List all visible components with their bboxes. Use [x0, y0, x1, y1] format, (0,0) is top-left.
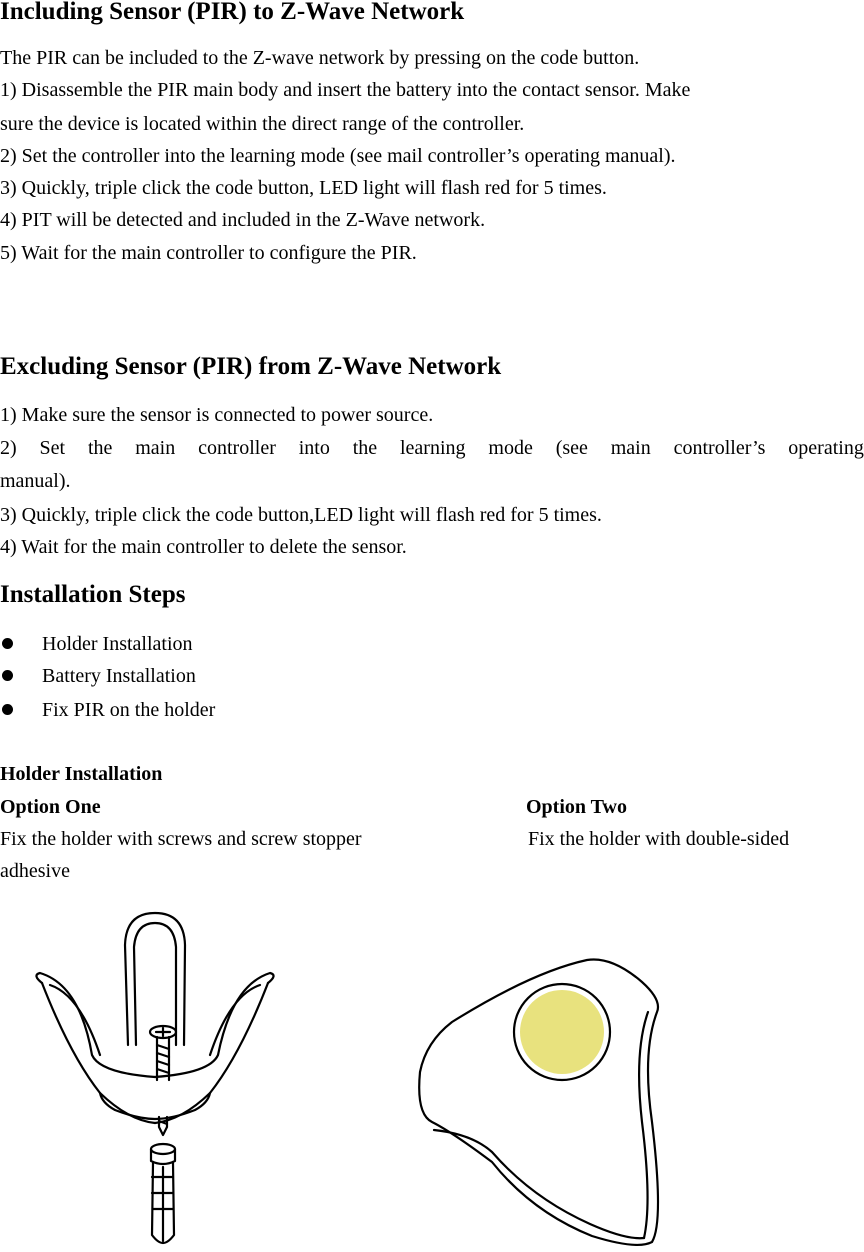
bullet-holder-installation	[0, 632, 193, 656]
including-step-3: 3) Quickly, triple click the code button, LED light will flash red for 5 times.	[0, 177, 607, 199]
option-one-title: Option One	[0, 796, 101, 818]
word: 2)	[0, 437, 17, 459]
anchor-collar	[151, 1144, 175, 1154]
bullet-label: Fix PIR on the holder	[42, 699, 216, 721]
word: controller’s	[673, 437, 766, 459]
bullet-dot-icon	[2, 670, 13, 681]
word: Set	[39, 437, 66, 459]
word: the	[87, 437, 113, 459]
word: learning	[400, 437, 466, 459]
option-one-text-continued: adhesive	[0, 860, 70, 882]
including-step-1-line-2: sure the device is located within the direct range of the controller.	[0, 113, 525, 135]
bullet-battery-installation	[0, 664, 196, 688]
bullet-dot-icon	[2, 638, 13, 649]
including-step-2: 2) Set the controller into the learning mode (see mail controller’s operating manual).	[0, 145, 676, 167]
word: main	[135, 437, 176, 459]
holder-with-screw-illustration	[20, 905, 320, 1245]
excluding-step-2-line-1	[0, 436, 864, 460]
excluding-step-4: 4) Wait for the main controller to delete the sensor.	[0, 536, 407, 558]
bullet-label: Holder Installation	[42, 633, 193, 655]
bullet-label: Battery Installation	[42, 665, 196, 687]
including-heading: Including Sensor (PIR) to Z-Wave Network	[0, 0, 465, 25]
excluding-step-2-line-2: manual).	[0, 470, 71, 492]
word: into	[298, 437, 330, 459]
including-intro: The PIR can be included to the Z-wave network by pressing on the code button.	[0, 47, 640, 69]
option-two-title: Option Two	[526, 796, 627, 818]
option-one-text: Fix the holder with screws and screw stopper	[0, 828, 362, 850]
holder-left-wing	[36, 973, 155, 1077]
installation-heading: Installation Steps	[0, 581, 186, 608]
word: mode	[488, 437, 533, 459]
excluding-step-1: 1) Make sure the sensor is connected to power source.	[0, 404, 434, 426]
adhesive-pad	[520, 990, 604, 1074]
word: controller	[198, 437, 276, 459]
excluding-step-3: 3) Quickly, triple click the code button,LED light will flash red for 5 times.	[0, 504, 602, 526]
including-step-5: 5) Wait for the main controller to configure the PIR.	[0, 242, 417, 264]
word: (see	[555, 437, 588, 459]
option-two-text: Fix the holder with double-sided	[528, 828, 790, 850]
holder-with-adhesive-illustration	[412, 952, 682, 1252]
word: operating	[788, 437, 864, 459]
word: main	[610, 437, 651, 459]
including-step-4: 4) PIT will be detected and included in the Z-Wave network.	[0, 209, 486, 231]
bullet-fix-pir	[0, 698, 215, 722]
word: the	[352, 437, 378, 459]
holder-right-wing	[155, 973, 274, 1077]
including-step-1-line-1: 1) Disassemble the PIR main body and insert the battery into the contact sensor. Make	[0, 79, 691, 101]
holder-installation-heading: Holder Installation	[0, 763, 163, 785]
excluding-heading: Excluding Sensor (PIR) from Z-Wave Network	[0, 353, 502, 380]
bullet-dot-icon	[2, 704, 13, 715]
